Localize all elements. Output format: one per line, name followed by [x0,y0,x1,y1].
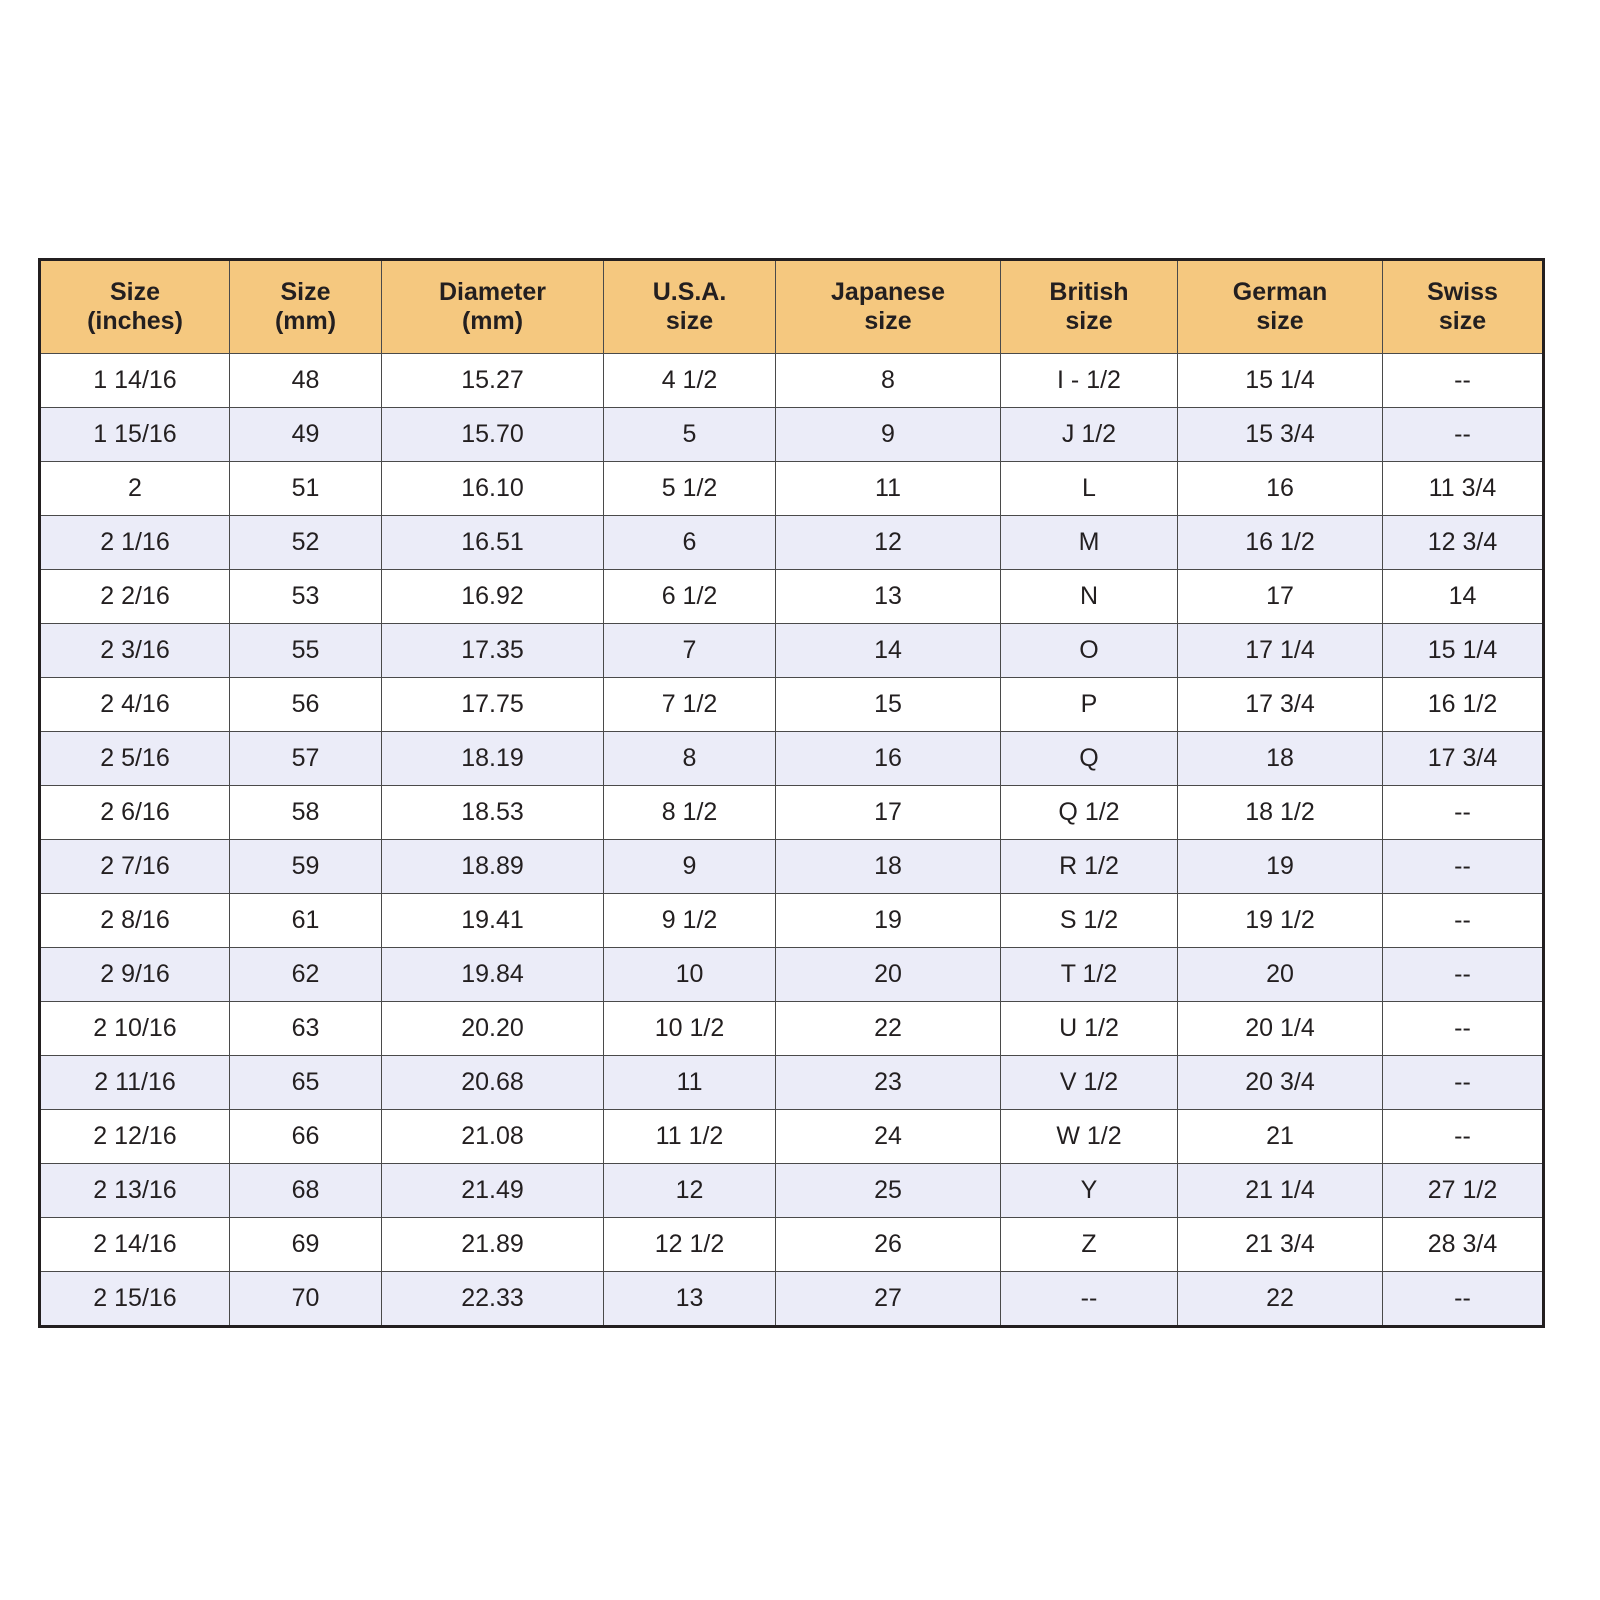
cell-japanese-size: 11 [776,462,1001,516]
cell-diameter-mm: 21.49 [382,1164,604,1218]
cell-usa-size: 5 1/2 [604,462,776,516]
cell-usa-size: 8 1/2 [604,786,776,840]
cell-size-mm: 52 [230,516,382,570]
cell-diameter-mm: 19.41 [382,894,604,948]
cell-swiss-size: -- [1383,786,1544,840]
cell-size-inches: 1 15/16 [40,408,230,462]
column-header-line1: Size [280,277,331,306]
table-row [40,354,1544,408]
cell-diameter-mm: 17.35 [382,624,604,678]
cell-size-mm: 58 [230,786,382,840]
cell-usa-size: 7 [604,624,776,678]
cell-british-size: T 1/2 [1001,948,1178,1002]
cell-swiss-size: 16 1/2 [1383,678,1544,732]
cell-size-inches: 2 5/16 [40,732,230,786]
cell-usa-size: 13 [604,1272,776,1327]
cell-size-inches: 2 12/16 [40,1110,230,1164]
cell-swiss-size: -- [1383,840,1544,894]
table-row [40,1110,1544,1164]
cell-japanese-size: 9 [776,408,1001,462]
cell-size-inches: 2 11/16 [40,1056,230,1110]
column-header-size-inches [40,260,230,354]
cell-size-inches: 1 14/16 [40,354,230,408]
cell-german-size: 20 1/4 [1178,1002,1383,1056]
cell-diameter-mm: 18.53 [382,786,604,840]
cell-british-size: P [1001,678,1178,732]
cell-german-size: 15 1/4 [1178,354,1383,408]
cell-diameter-mm: 18.89 [382,840,604,894]
cell-usa-size: 12 [604,1164,776,1218]
cell-usa-size: 8 [604,732,776,786]
cell-british-size: W 1/2 [1001,1110,1178,1164]
cell-swiss-size: 28 3/4 [1383,1218,1544,1272]
cell-swiss-size: -- [1383,894,1544,948]
cell-swiss-size: 27 1/2 [1383,1164,1544,1218]
cell-size-mm: 51 [230,462,382,516]
cell-japanese-size: 8 [776,354,1001,408]
cell-german-size: 20 [1178,948,1383,1002]
cell-diameter-mm: 20.68 [382,1056,604,1110]
table-row [40,948,1544,1002]
cell-japanese-size: 27 [776,1272,1001,1327]
cell-japanese-size: 15 [776,678,1001,732]
cell-japanese-size: 14 [776,624,1001,678]
column-header-line1: Size [109,277,161,306]
cell-size-inches: 2 1/16 [40,516,230,570]
cell-usa-size: 10 [604,948,776,1002]
cell-size-mm: 55 [230,624,382,678]
table-row [40,462,1544,516]
cell-diameter-mm: 16.92 [382,570,604,624]
cell-diameter-mm: 20.20 [382,1002,604,1056]
cell-usa-size: 7 1/2 [604,678,776,732]
cell-british-size: Y [1001,1164,1178,1218]
cell-size-inches: 2 4/16 [40,678,230,732]
table-row [40,1218,1544,1272]
cell-swiss-size: 17 3/4 [1383,732,1544,786]
cell-japanese-size: 23 [776,1056,1001,1110]
cell-german-size: 17 [1178,570,1383,624]
cell-usa-size: 9 1/2 [604,894,776,948]
cell-size-mm: 65 [230,1056,382,1110]
cell-size-inches: 2 2/16 [40,570,230,624]
cell-japanese-size: 26 [776,1218,1001,1272]
cell-german-size: 19 [1178,840,1383,894]
cell-japanese-size: 16 [776,732,1001,786]
cell-size-mm: 69 [230,1218,382,1272]
cell-size-inches: 2 14/16 [40,1218,230,1272]
cell-swiss-size: 11 3/4 [1383,462,1544,516]
column-header-swiss-size [1383,260,1544,354]
cell-british-size: Q [1001,732,1178,786]
cell-diameter-mm: 16.10 [382,462,604,516]
cell-japanese-size: 25 [776,1164,1001,1218]
cell-british-size: U 1/2 [1001,1002,1178,1056]
cell-british-size: V 1/2 [1001,1056,1178,1110]
column-header-line2: (mm) [461,307,524,335]
cell-german-size: 18 1/2 [1178,786,1383,840]
ring-size-table [38,258,1545,1328]
cell-size-inches: 2 8/16 [40,894,230,948]
cell-size-inches: 2 9/16 [40,948,230,1002]
table-header-row [40,260,1544,354]
cell-usa-size: 9 [604,840,776,894]
cell-size-mm: 53 [230,570,382,624]
cell-diameter-mm: 21.89 [382,1218,604,1272]
table-row [40,624,1544,678]
cell-german-size: 16 [1178,462,1383,516]
cell-british-size: N [1001,570,1178,624]
cell-german-size: 15 3/4 [1178,408,1383,462]
cell-size-mm: 59 [230,840,382,894]
cell-british-size: Z [1001,1218,1178,1272]
cell-german-size: 21 1/4 [1178,1164,1383,1218]
cell-swiss-size: -- [1383,1056,1544,1110]
cell-swiss-size: -- [1383,1110,1544,1164]
cell-german-size: 16 1/2 [1178,516,1383,570]
column-header-line2: size [665,307,714,335]
cell-usa-size: 11 1/2 [604,1110,776,1164]
column-header-line2: (inches) [87,307,183,335]
cell-size-mm: 68 [230,1164,382,1218]
cell-diameter-mm: 17.75 [382,678,604,732]
cell-usa-size: 11 [604,1056,776,1110]
cell-british-size: J 1/2 [1001,408,1178,462]
cell-german-size: 18 [1178,732,1383,786]
cell-british-size: I - 1/2 [1001,354,1178,408]
table-row [40,1272,1544,1327]
column-header-usa-size [604,260,776,354]
cell-swiss-size: 12 3/4 [1383,516,1544,570]
table-row [40,732,1544,786]
column-header-line2: (mm) [274,307,337,335]
cell-size-mm: 57 [230,732,382,786]
cell-japanese-size: 12 [776,516,1001,570]
cell-british-size: Q 1/2 [1001,786,1178,840]
cell-diameter-mm: 16.51 [382,516,604,570]
cell-usa-size: 6 1/2 [604,570,776,624]
cell-size-mm: 63 [230,1002,382,1056]
cell-german-size: 20 3/4 [1178,1056,1383,1110]
cell-size-inches: 2 7/16 [40,840,230,894]
cell-japanese-size: 20 [776,948,1001,1002]
column-header-line1: Japanese [831,277,945,306]
table-row [40,408,1544,462]
cell-size-inches: 2 15/16 [40,1272,230,1327]
cell-japanese-size: 13 [776,570,1001,624]
column-header-line1: British [1049,277,1129,306]
cell-diameter-mm: 21.08 [382,1110,604,1164]
cell-diameter-mm: 15.70 [382,408,604,462]
cell-usa-size: 12 1/2 [604,1218,776,1272]
cell-size-mm: 70 [230,1272,382,1327]
table-row [40,570,1544,624]
cell-size-mm: 48 [230,354,382,408]
table-header [40,260,1544,354]
column-header-line2: size [1256,307,1304,335]
cell-size-inches: 2 [40,462,230,516]
cell-diameter-mm: 18.19 [382,732,604,786]
cell-swiss-size: -- [1383,354,1544,408]
table-row [40,1056,1544,1110]
table-row [40,1002,1544,1056]
ring-size-chart [38,258,1542,1328]
cell-diameter-mm: 22.33 [382,1272,604,1327]
cell-swiss-size: 15 1/4 [1383,624,1544,678]
cell-swiss-size: -- [1383,1002,1544,1056]
column-header-line1: German [1232,277,1328,306]
cell-british-size: R 1/2 [1001,840,1178,894]
table-row [40,894,1544,948]
cell-size-inches: 2 3/16 [40,624,230,678]
cell-usa-size: 10 1/2 [604,1002,776,1056]
column-header-line1: Diameter [439,277,546,306]
column-header-german-size [1178,260,1383,354]
cell-size-mm: 49 [230,408,382,462]
cell-german-size: 19 1/2 [1178,894,1383,948]
table-row [40,516,1544,570]
column-header-line1: U.S.A. [652,277,727,306]
cell-swiss-size: -- [1383,948,1544,1002]
cell-size-inches: 2 13/16 [40,1164,230,1218]
column-header-diameter-mm [382,260,604,354]
cell-british-size: -- [1001,1272,1178,1327]
cell-swiss-size: 14 [1383,570,1544,624]
cell-swiss-size: -- [1383,408,1544,462]
cell-size-mm: 66 [230,1110,382,1164]
table-row [40,678,1544,732]
cell-size-inches: 2 10/16 [40,1002,230,1056]
cell-german-size: 21 3/4 [1178,1218,1383,1272]
table-body [40,354,1544,1327]
cell-japanese-size: 22 [776,1002,1001,1056]
cell-size-mm: 62 [230,948,382,1002]
column-header-line2: size [1438,307,1487,335]
cell-japanese-size: 24 [776,1110,1001,1164]
cell-diameter-mm: 15.27 [382,354,604,408]
cell-german-size: 21 [1178,1110,1383,1164]
cell-british-size: M [1001,516,1178,570]
cell-usa-size: 4 1/2 [604,354,776,408]
cell-british-size: O [1001,624,1178,678]
column-header-line1: Swiss [1427,277,1498,306]
column-header-japanese-size [776,260,1001,354]
column-header-line2: size [864,307,912,335]
column-header-size-mm [230,260,382,354]
table-row [40,786,1544,840]
cell-german-size: 17 1/4 [1178,624,1383,678]
cell-british-size: L [1001,462,1178,516]
table-row [40,840,1544,894]
cell-german-size: 17 3/4 [1178,678,1383,732]
cell-diameter-mm: 19.84 [382,948,604,1002]
cell-japanese-size: 19 [776,894,1001,948]
cell-usa-size: 6 [604,516,776,570]
cell-japanese-size: 17 [776,786,1001,840]
column-header-british-size [1001,260,1178,354]
cell-british-size: S 1/2 [1001,894,1178,948]
cell-size-inches: 2 6/16 [40,786,230,840]
cell-swiss-size: -- [1383,1272,1544,1327]
cell-size-mm: 56 [230,678,382,732]
column-header-line2: size [1065,307,1113,335]
table-row [40,1164,1544,1218]
cell-japanese-size: 18 [776,840,1001,894]
cell-usa-size: 5 [604,408,776,462]
cell-size-mm: 61 [230,894,382,948]
cell-german-size: 22 [1178,1272,1383,1327]
